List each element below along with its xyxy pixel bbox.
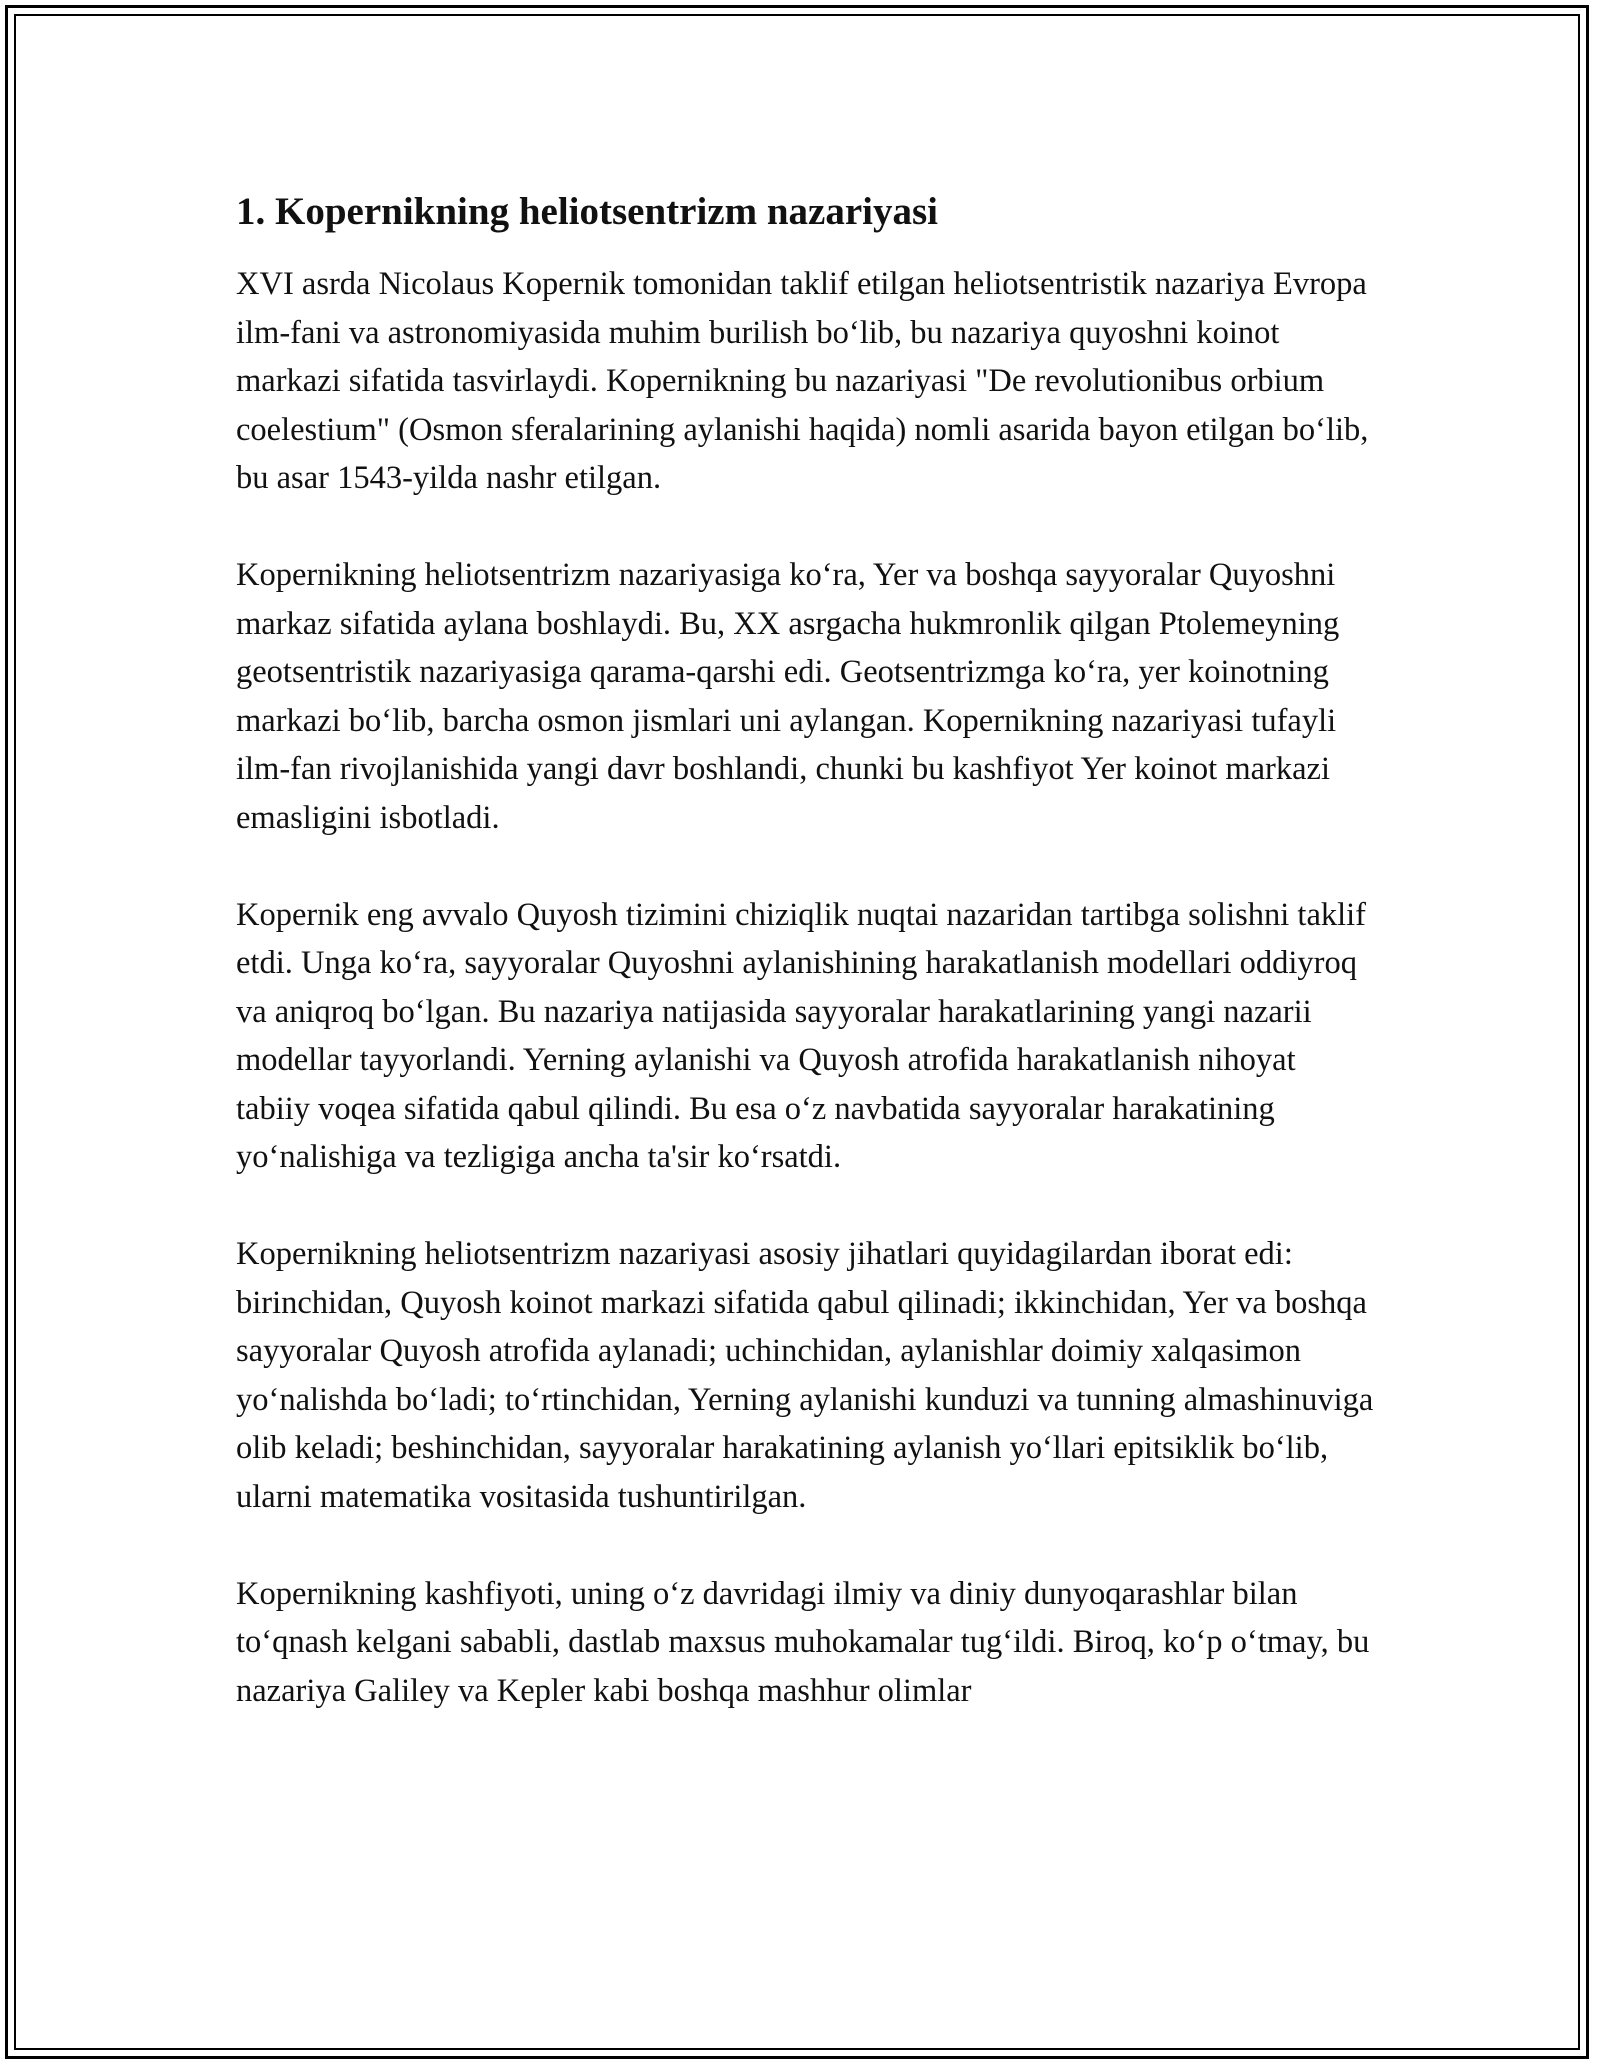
paragraph-2: Kopernikning heliotsentrizm nazariyasiga ko‘ra, Yer va boshqa sayyoralar Quyoshni markaz sifatida aylana boshlaydi. Bu, XX asrgacha hukmronlik qilgan Ptolemeyning geotsentristik nazariyasiga qarama-qarshi edi. Geotsentrizmga ko‘ra, yer koinotning markazi bo‘lib, barcha osmon jismlari uni aylangan. Kopernikning nazariyasi tufayli ilm-fan rivojlanishida yangi davr boshlandi, chunki bu kashfiyot Yer koinot markazi emasligini isbotladi. (236, 557, 1340, 836)
document-body (236, 186, 1376, 1764)
paragraph-1: XVI asrda Nicolaus Kopernik tomonidan taklif etilgan heliotsentristik nazariya Evropa ilm-fani va astronomiyasida muhim burilish bo‘lib, bu nazariya quyoshni koinot markazi sifatida tasvirlaydi. Kopernikning bu nazariyasi "De revolutionibus orbium coelestium" (Osmon sferalarining aylanishi haqida) nomli asarida bayon etilgan bo‘lib, bu asar 1543-yilda nashr etilgan. (236, 266, 1369, 496)
paragraph-4: Kopernikning heliotsentrizm nazariyasi asosiy jihatlari quyidagilardan iborat edi: birinchidan, Quyosh koinot markazi sifatida qabul qilinadi; ikkinchidan, Yer va boshqa sayyoralar Quyosh atrofida aylanadi; uchinchidan, aylanishlar doimiy xalqasimon yo‘nalishda bo‘ladi; to‘rtinchidan, Yerning aylanishi kunduzi va tunning almashinuviga olib keladi; beshinchidan, sayyoralar harakatining aylanish yo‘llari epitsiklik bo‘lib, ularni matematika vositasida tushuntirilgan. (236, 1236, 1374, 1515)
paragraph-3: Kopernik eng avvalo Quyosh tizimini chiziqlik nuqtai nazaridan tartibga solishni taklif etdi. Unga ko‘ra, sayyoralar Quyoshni aylanishining harakatlanish modellari oddiyroq va aniqroq bo‘lgan. Bu nazariya natijasida sayyoralar harakatlarining yangi nazarii modellar tayyorlandi. Yerning aylanishi va Quyosh atrofida harakatlanish nihoyat tabiiy voqea sifatida qabul qilindi. Bu esa o‘z navbatida sayyoralar harakatining yo‘nalishiga va tezligiga ancha ta'sir ko‘rsatdi. (236, 896, 1367, 1175)
paragraph-5: Kopernikning kashfiyoti, uning o‘z davridagi ilmiy va diniy dunyoqarashlar bilan to‘qnash kelgani sababli, dastlab maxsus muhokamalar tug‘ildi. Biroq, ko‘p o‘tmay, bu nazariya Galiley va Kepler kabi boshqa mashhur olimlar (236, 1575, 1370, 1709)
document-title: 1. Kopernikning heliotsentrizm nazariyasi (236, 190, 938, 233)
